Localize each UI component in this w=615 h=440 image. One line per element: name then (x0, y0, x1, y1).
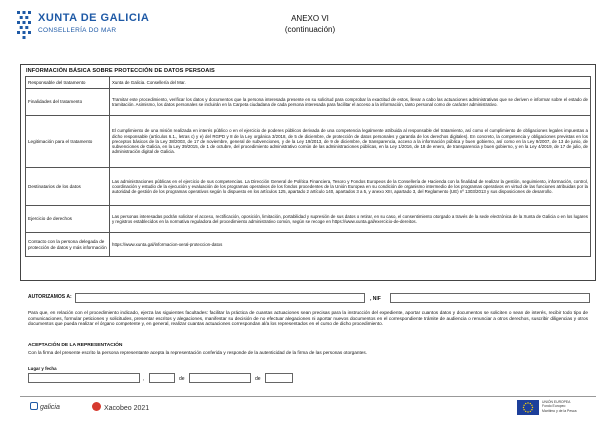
day-field[interactable] (149, 373, 175, 383)
acceptance-heading: ACEPTACIÓN DE LA REPRESENTACIÓN (28, 343, 123, 348)
table-row (26, 77, 591, 89)
table-row (26, 116, 591, 168)
galicia-footer-logo (30, 402, 60, 411)
eu-fund-text (542, 400, 602, 413)
footer-divider (20, 396, 596, 397)
authorization-paragraph: Para que, en relación con el procedimiento indicado, ejerza las siguientes facultades: facilitar la práctica de cuantas actuaciones sean precisas para la instrucción del expediente, aportar cuantos datos y documentos se soliciten o sean de interés, recibir todo tipo de comunicaciones, formular peticiones y solicitudes, presentar escritos y alegaciones, manifestar su decisión de no efectuar alegaciones ni aportar nuevos documentos en el correspondiente trámite de audiencia o renunciar a otros derechos, suscribir diligencias y otros documentos que pueda realizar el órgano competente y, en general, realizar cuantas actuaciones correspondan al/a los representados en el curso de dicho procedimiento. (28, 310, 588, 327)
brand-department: CONSELLERÍA DO MAR (38, 27, 117, 34)
table-row (26, 89, 591, 116)
row-value: Las administraciones públicas en el ejercicio de sus competencias. La Dirección General de Política Financiera, Tesoro y Fondos Europeos de la Consellería de Hacienda con la finalidad de realizar la gestión, seguimiento, información, control, coordinación y estudio de la ejecución y evaluación de los programas operativos de los fondos procedentes de la Unión Europea en su condición de organismo intermedio de los programas operativos en virtud de las funciones atribuidas por la autoridad de gestión de los programas operativos según lo dispuesto en los artículos 125, apartado 2 artículo 140, apartados 3 a 5, y anexo XIII, apartado 3, del Reglamento (UE) nº 1303/2013 y sus disposiciones de desarrollo. (110, 168, 591, 206)
row-value: Xunta de Galicia. Consellería del Mar. (110, 77, 591, 89)
annex-subtitle: (continuación) (284, 25, 336, 34)
data-protection-frame (20, 64, 596, 281)
place-date-label: Lugar y fecha (28, 366, 57, 371)
row-label: Contacto con la persona delegada de protección de datos y más información (26, 233, 110, 257)
row-value: Las personas interesadas podrán solicitar el acceso, rectificación, oposición, limitación, portabilidad y supresión de sus datos o retirar, en su caso, el consentimiento otorgado a través de la sede electrónica de la Xunta de Galicia o en los lugares y registros establecidos en la normativa reguladora del procedimiento administrativo común, según se recoge en https://www.xunta.gal/exercicio-de-dereitos. (110, 206, 591, 233)
data-protection-title: INFORMACIÓN BÁSICA SOBRE PROTECCIÓN DE DATOS PERSOAIS (26, 68, 215, 74)
document-header (0, 0, 615, 56)
table-row (26, 206, 591, 233)
xacobeo-logo (92, 402, 149, 412)
nif-label: , NIF (370, 296, 381, 302)
place-field[interactable] (28, 373, 140, 383)
month-field[interactable] (189, 373, 251, 383)
xacobeo-mark-icon (92, 402, 101, 411)
row-label: Destinatarios de los datos (26, 168, 110, 206)
eu-text-line: Fondo Europeo (542, 404, 566, 409)
row-value: https://www.xunta.gal/informacion-xeral-proteccion-datos (110, 233, 591, 257)
place-date-separator: , (143, 376, 145, 382)
year-field[interactable] (265, 373, 293, 383)
row-label: Legitimación para el tratamento (26, 116, 110, 168)
galicia-footer-text: galicia (40, 404, 60, 411)
xunta-logo-icon (16, 10, 32, 40)
acceptance-paragraph: Con la firma del presente escrito la persona representante acepta la representación conferida y responde de la autenticidad de la firma de las personas otorgantes. (28, 350, 368, 355)
table-row (26, 168, 591, 206)
row-label: Finalidades del tratamento (26, 89, 110, 116)
row-value: El cumplimiento de una misión realizada en interés público o en el ejercicio de poderes públicos derivada de una competencia legalmente atribuida al responsable del tratamiento, así como el cumplimiento de obligaciones legales impuestas a dicho responsable (artículos 6.1., letras c) y e) del RGPD y 8 de la Ley orgánica 3/2018, de 5 de diciembre, de protección de datos personales y garantía de los derechos digitales). En concreto, la competencia y obligaciones previstas en los preceptos básicos de la Ley 38/2003, de 17 de noviembre, general de subvenciones, y de la Ley 19/2013, de 9 de diciembre, de transparencia, acceso a la información pública y buen gobierno, así como en la Ley 9/2007, de 13 de junio, de subvenciones de Galicia, en la Ley 39/2015, de 1 de octubre, del procedimiento administrativo común de las administraciones públicas, en la Ley 1/2016, de 18 de enero, de transparencia y buen gobierno, y en la Ley 4/2019, de 17 de julio, de administración digital de Galicia. (110, 116, 591, 168)
row-value: Tramitar este procedimiento, verificar los datos y documentos que la persona interesada presente en su solicitud para comprobar la exactitud de estos, llevar a cabo las actuaciones administrativas que se deriven e informar sobre el estado de tramitación. Asimismo, los datos personales se incluirán en la Carpeta ciudadana de cada persona interesada para facilitar el acceso a la información, tanto personal como de carácter administrativo. (110, 89, 591, 116)
table-row (26, 233, 591, 257)
brand-name: XUNTA DE GALICIA (38, 12, 150, 24)
galicia-mark-icon (30, 402, 38, 410)
date-separator-de: de (255, 376, 261, 382)
date-separator-de: de (179, 376, 185, 382)
eu-text-line: UNIÓN EUROPEA (542, 400, 571, 404)
row-label: Ejercicio de derechos (26, 206, 110, 233)
representative-name-field[interactable] (75, 293, 365, 303)
eu-text-line: Marítimo y de la Pesca (542, 408, 577, 413)
row-label: Responsable del tratamento (26, 77, 110, 89)
xacobeo-text: Xacobeo 2021 (104, 405, 150, 412)
representative-nif-field[interactable] (390, 293, 590, 303)
authorize-label: AUTORIZAMOS A: (28, 294, 72, 300)
data-protection-table (25, 76, 591, 257)
eu-flag-icon (517, 400, 539, 415)
annex-title: ANEXO VI (291, 14, 329, 23)
